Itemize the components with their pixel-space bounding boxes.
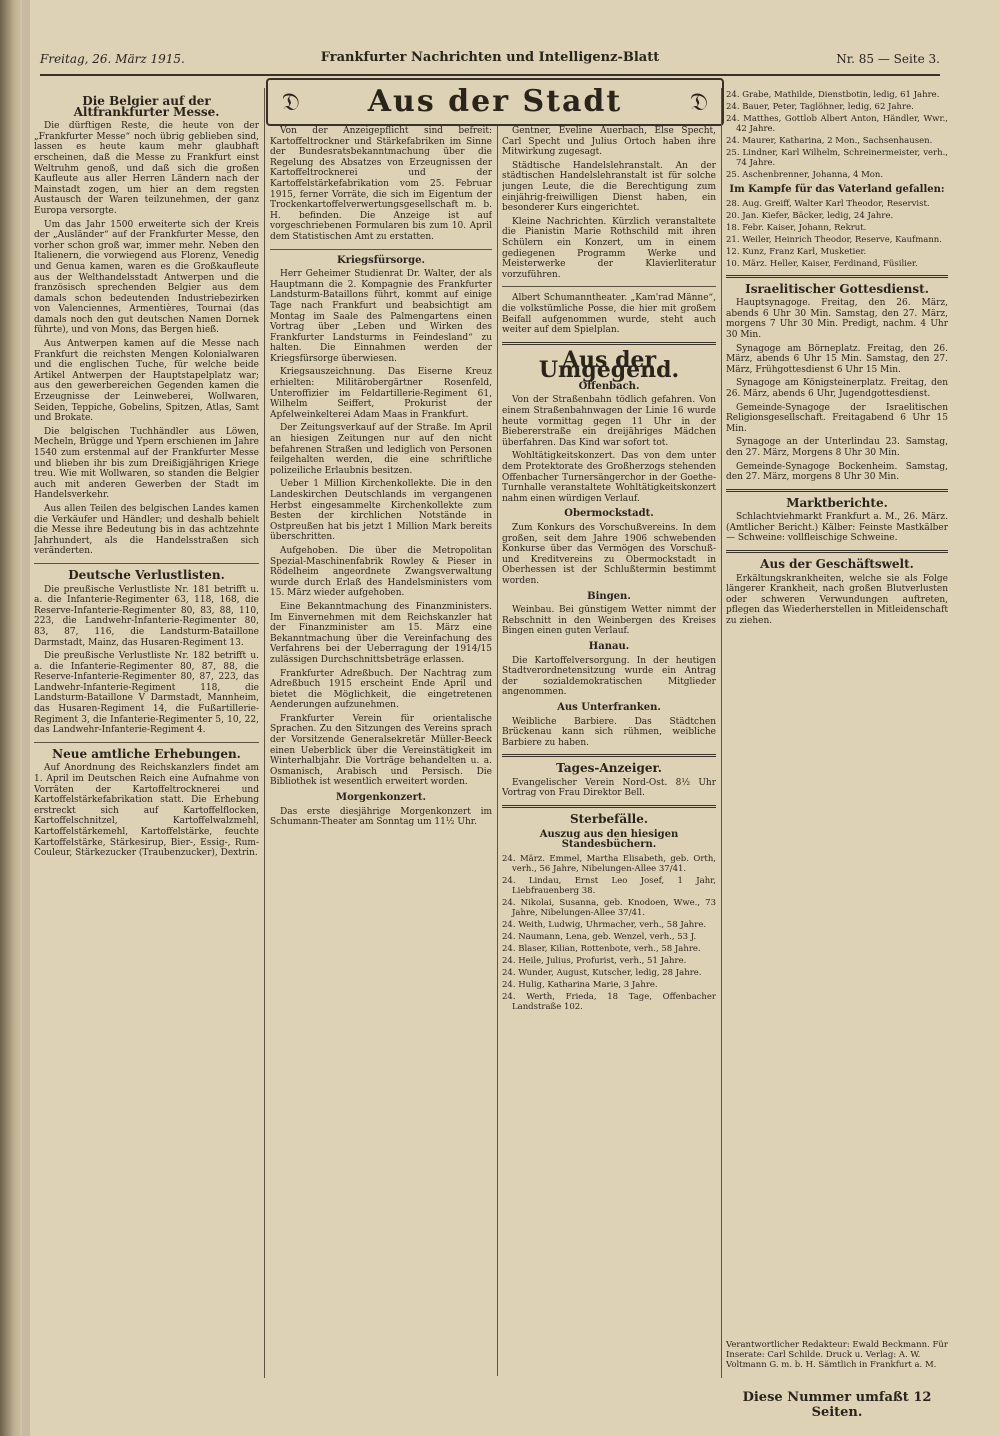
sub-heading: Auszug aus den hiesigen Standesbüchern. — [539, 828, 679, 851]
section-headline: Tages-Anzeiger. — [556, 761, 662, 776]
header-date: Freitag, 26. März 1915. — [40, 52, 185, 66]
column-rule — [721, 88, 722, 1378]
article-headline: Morgenkonzert. — [336, 792, 426, 804]
list-item: 24. Blaser, Kilian, Rottenbote, verh., 58 Jahre. — [502, 943, 701, 954]
divider — [502, 754, 716, 757]
divider — [34, 563, 259, 564]
list-item: 24. Hulig, Katharina Marie, 3 Jahre. — [502, 979, 658, 990]
article-paragraph: Kleine Nachrichten. Kürzlich veranstaltete die Pianistin Marie Rothschild mit ihren Schülern ein Konzert, um in einem gediegenen Programm Werke und Meisterwerke der Klavierliteratur vorzuführen. — [502, 216, 716, 280]
divider — [726, 550, 948, 553]
article-paragraph: Eine Bekanntmachung des Finanzministers. Im Einvernehmen mit dem Reichskanzler hat der Finanzminister am 15. März eine Bekanntmachung über die Vereinfachung des Verfahrens bei der Ueberragung der 1914/15 zulässigen Durchschnittsbeträge erlassen. — [270, 601, 492, 665]
article-paragraph: Synagoge am Börneplatz. Freitag, den 26. März, abends 6 Uhr 15 Min. Samstag, den 27. März, Frühgottesdienst 6 Uhr 15 Min. — [726, 343, 948, 375]
column-1 — [34, 90, 259, 1430]
divider — [270, 249, 492, 250]
list-item: 24. Weith, Ludwig, Uhrmacher, verh., 58 Jahre. — [502, 919, 707, 930]
list-item: 24. Matthes, Gottlob Albert Anton, Händler, Wwr., 42 Jahre. — [726, 114, 948, 134]
death-list — [502, 854, 716, 1012]
article-paragraph: Albert Schumanntheater. „Kam'rad Männe“, die volkstümliche Posse, die hier mit großem Beifall aufgenommen wurde, steht auch weiter auf dem Spielplan. — [502, 293, 716, 336]
section-banner — [266, 78, 724, 126]
article-paragraph: Frankfurter Adreßbuch. Der Nachtrag zum Adreßbuch 1915 erscheint Ende April und bietet die Möglichkeit, die eingetretenen Aenderungen aufzunehmen. — [270, 668, 492, 711]
article-paragraph: Herr Geheimer Studienrat Dr. Walter, der als Hauptmann die 2. Kompagnie des Frankfurter Landsturm-Bataillons führt, kommt auf einige Tage nach Frankfurt und beabsichtigt am Montag im Saale des Palmengartens einen Vortrag über „Leben und Wirken des Frankfurter Landsturms in Feindesland“ zu halten. Die Einnahmen werden der Kriegsfürsorge überwiesen. — [270, 269, 492, 364]
column-rule — [497, 126, 498, 1376]
page-header — [40, 42, 940, 76]
section-title: Aus der Stadt — [367, 84, 623, 119]
divider — [726, 275, 948, 278]
article-headline: Die Belgier auf der Altfrankfurter Messe. — [73, 94, 220, 119]
banner-ornament-right: 𝔇 — [690, 88, 708, 116]
list-item: 24. Grabe, Mathilde, Dienstbotin, ledig, 61 Jahre. — [726, 90, 940, 100]
article-paragraph: Weibliche Barbiere. Das Städtchen Brückenau kann sich rühmen, weibliche Barbiere zu haben. — [502, 716, 716, 748]
list-item: 25. Aschenbrenner, Johanna, 4 Mon. — [726, 170, 884, 180]
list-item: 12. Kunz, Franz Karl, Musketier. — [726, 246, 867, 257]
list-item: 18. Febr. Kaiser, Johann, Rekrut. — [726, 222, 867, 233]
divider — [726, 489, 948, 492]
article-paragraph: Auf Anordnung des Reichskanzlers findet am 1. April im Deutschen Reich eine Aufnahme von Vorräten der Kartoffeltrocknerei und Kartoffelstärkefabrikation statt. Die Erhebung erstreckt sich auf Kartoffelflocken, Kartoffelschnitzel, Kartoffelwalzmehl, Kartoffelstärkemehl, Kartoffelstärke, feuchte Kartoffelstärke, Stärkesirup, Bier-, Essig-, Rum-Couleur, Stärkezucker (Traubenzucker), Dextrin. — [34, 763, 259, 859]
article-paragraph: Erkältungskrankheiten, welche sie als Folge längerer Krankheit, nach großen Blutverlusten oder schweren Verwundungen auftreten, pflegen das Wiederherstellen in Mitleidenschaft zu ziehen. — [726, 573, 948, 627]
list-item: 24. Naumann, Lena, geb. Wenzel, verh., 53 J. — [502, 931, 697, 942]
list-item: 24. März. Emmel, Martha Elisabeth, geb. Orth, verh., 56 Jahre, Nibelungen-Allee 37/41. — [502, 853, 716, 874]
article-paragraph: Zum Konkurs des Vorschußvereins. In dem großen, seit dem Jahre 1906 schwebenden Konkurse über das Vermögen des Vorschuß- und Kreditvereins zu Obermockstadt in Oberhessen ist der Schlußtermin bestimmt worden. — [502, 523, 716, 586]
article-paragraph: Gemeinde-Synagoge der Israelitischen Religionsgesellschaft. Freitagabend 6 Uhr 15 Min. — [726, 402, 948, 434]
article-paragraph: Aus Antwerpen kamen auf die Messe nach Frankfurt die reichsten Mengen Kolonialwaren und die englischen Tuche, für welche beide Artikel Antwerpen der Hauptstapelplatz war; aus den gewerbereichen Gegenden kamen die Erzeugnisse der Leinweberei, Wollwaren, Seiden, Teppiche, Gobelins, Spitzen, Atlas, Samt und Brokate. — [34, 339, 259, 424]
list-item: 20. Jan. Kiefer, Bäcker, ledig, 24 Jahre. — [726, 210, 894, 221]
article-paragraph: Schlachtviehmarkt Frankfurt a. M., 26. März. (Amtlicher Bericht.) Kälber: Feinste Mastkälber — Schweine: vollfleischige Schweine. — [726, 512, 948, 544]
article-paragraph: Kriegsauszeichnung. Das Eiserne Kreuz erhielten: Militärobergärtner Rosenfeld, Unteroffizier im Feldartillerie-Regiment 61, Wilhelm Seiffert, Prokurist der Apfelweinkelterei Adam Maas in Frankfurt. — [270, 367, 492, 420]
list-item: 24. Wunder, August, Kutscher, ledig, 28 Jahre. — [502, 967, 702, 978]
article-paragraph: Aus allen Teilen des belgischen Landes kamen die Verkäufer und Händler; und deshalb behielt die Messe ihre Bedeutung bis in das achtzehnte Jahrhundert, als die Handelsstraßen sich veränderten. — [34, 503, 259, 557]
article-paragraph: Synagoge an der Unterlindau 23. Samstag, den 27. März, Morgens 8 Uhr 30 Min. — [726, 437, 948, 458]
divider — [502, 805, 716, 808]
death-list — [726, 90, 948, 180]
article-paragraph: Von der Straßenbahn tödlich gefahren. Von einem Straßenbahnwagen der Linie 16 wurde heute vormittag gegen 11 Uhr in der Biebererstraße ein dreijähriges Mädchen überfahren. Das Kind war sofort tot. — [502, 395, 716, 448]
article-paragraph: Frankfurter Verein für orientalische Sprachen. Zu den Sitzungen des Vereins sprach der Vorsitzende Generalsekretär Müller-Beeck einen Ueberblick über die Vereinstätigkeit im Winterhalbjahr. Die Vorträge behandelten u. a. Osmanisch, Arabisch und Persisch. Die Bibliothek ist wesentlich erweitert worden. — [270, 713, 492, 788]
page-gutter — [22, 0, 30, 1436]
article-paragraph: Das erste diesjährige Morgenkonzert im Schumann-Theater am Sonntag um 11½ Uhr. — [270, 806, 492, 828]
article-paragraph: Wohltätigkeitskonzert. Das von dem unter dem Protektorate des Großherzogs stehenden Offenbacher Turnersängerchor in der Goethe-Turnhalle veranstaltete Wohltätigkeitskonzert nahm einen würdigen Verlauf. — [502, 451, 716, 504]
article-paragraph: Die preußische Verlustliste Nr. 182 betrifft u. a. die Infanterie-Regimenter 80, 87, 88, die Reserve-Infanterie-Regimenter 80, 87, 223, das Landwehr-Infanterie-Regiment 118, die Landsturm-Bataillone V Darmstadt, Mannheim, das Husaren-Regiment 14, die Fußartillerie-Regiment 3, die Infanterie-Regimenter 5, 10, 22, das Landwehr-Infanterie-Regiment 4. — [34, 651, 259, 736]
article-paragraph: Evangelischer Verein Nord-Ost. 8½ Uhr Vortrag von Frau Direktor Bell. — [502, 777, 716, 799]
column-3 — [502, 126, 716, 1376]
article-headline: Deutsche Verlustlisten. — [68, 567, 225, 582]
list-item: 24. Nikolai, Susanna, geb. Knodoen, Wwe., 73 Jahre, Nibelungen-Allee 37/41. — [502, 897, 716, 918]
section-headline: Aus der Geschäftswelt. — [760, 557, 914, 572]
section-headline: Sterbefälle. — [569, 812, 649, 827]
article-paragraph: Von der Anzeigepflicht sind befreit: Kartoffeltrockner und Stärkefabriken im Sinne der Bundesratsbekanntmachung über die Regelung des Absatzes von Erzeugnissen der Kartoffeltrocknerei und der Kartoffelstärkefabrikation vom 25. Februar 1915, ferner Vorräte, die sich im Eigentum der Trockenkartoffelverwertungsgesellschaft m. b. H. befinden. Die Anzeige ist auf vorgeschriebenen Formularen bis zum 10. April dem Statistischen Amt zu erstatten. — [270, 126, 492, 242]
list-item: 10. März. Heller, Kaiser, Ferdinand, Füsilier. — [726, 258, 918, 269]
section-headline: Israelitischer Gottesdienst. — [745, 281, 929, 296]
list-item: 24. Lindau, Ernst Leo Josef, 1 Jahr, Liebfrauenberg 38. — [502, 875, 716, 896]
imprint: Verantwortlicher Redakteur: Ewald Beckmann. Für Inserate: Carl Schilde. Druck u. Verlag: A. W. Voltmann G. m. b. H. Sämtlich in Frankfurt a. M. — [726, 1340, 948, 1370]
section-headline: Aus der Umgegend. — [538, 346, 680, 384]
section-headline: Marktberichte. — [786, 495, 888, 510]
place-heading: Bingen. — [587, 590, 631, 602]
list-item: 28. Aug. Greiff, Walter Karl Theodor, Reservist. — [726, 198, 930, 209]
header-masthead: Frankfurter Nachrichten und Intelligenz-Blatt — [320, 50, 660, 65]
header-issue: Nr. 85 — Seite 3. — [836, 52, 940, 66]
article-paragraph: Ueber 1 Million Kirchenkollekte. Die in den Landeskirchen Deutschlands im vergangenen Herbst eingesammelte Kirchenkollekte zum Besten der kirchlichen Notstände in Ostpreußen hat bis jetzt 1 Million Mark bereits überschritten. — [270, 479, 492, 543]
list-item: 24. Maurer, Katharina, 2 Mon., Sachsenhausen. — [726, 136, 933, 146]
article-paragraph: Hauptsynagoge. Freitag, den 26. März, abends 6 Uhr 30 Min. Samstag, den 27. März, morgens 7 Uhr 30 Min. Predigt, nachm. 4 Uhr 30 Min. — [726, 298, 948, 340]
article-paragraph: Die belgischen Tuchhändler aus Löwen, Mecheln, Brügge und Ypern erschienen im Jahre 1540 zum erstenmal auf der Frankfurter Messe und blieben ihr bis zum Dreißigjährigen Kriege treu. Wie mit Wollwaren, so standen die Belgier auch mit anderen Gewerben der Stadt im Handelsverkehr. — [34, 426, 259, 501]
article-paragraph: Gentner, Eveline Auerbach, Else Specht, Carl Specht und Julius Ortoch haben ihre Mitwirkung zugesagt. — [502, 126, 716, 158]
divider — [502, 286, 716, 287]
article-paragraph: Die Kartoffelversorgung. In der heutigen Stadtverordnetensitzung wurde ein Antrag der sozialdemokratischen Mitglieder angenommen. — [502, 655, 716, 698]
column-2 — [270, 126, 492, 1376]
divider — [34, 742, 259, 743]
list-item: 25. Lindner, Karl Wilhelm, Schreinermeister, verh., 74 Jahre. — [726, 148, 948, 168]
article-paragraph: Der Zeitungsverkauf auf der Straße. Im April an hiesigen Zeitungen nur auf den nicht befahrenen Straßen und lediglich von Personen feilgehalten werden, die eine schriftliche polizeiliche Erlaubnis besitzen. — [270, 423, 492, 476]
article-headline: Neue amtliche Erhebungen. — [52, 746, 241, 761]
fallen-list — [726, 199, 948, 269]
divider — [502, 342, 716, 345]
article-paragraph: Weinbau. Bei günstigem Wetter nimmt der Rebschnitt in den Weinbergen des Kreises Bingen einen guten Verlauf. — [502, 605, 716, 637]
place-heading: Obermockstadt. — [564, 508, 654, 520]
list-item: 24. Heile, Julius, Profurist, verh., 51 Jahre. — [502, 955, 687, 966]
place-heading: Offenbach. — [578, 380, 640, 392]
list-item: 24. Bauer, Peter, Taglöhner, ledig, 62 Jahre. — [726, 102, 914, 112]
page-count-notice: Diese Nummer umfaßt 12 Seiten. — [742, 1390, 932, 1420]
list-item: 21. Weiler, Heinrich Theodor, Reserve, Kaufmann. — [726, 234, 942, 245]
place-heading: Aus Unterfranken. — [557, 701, 661, 713]
column-rule — [264, 88, 265, 1378]
article-paragraph: Um das Jahr 1500 erweiterte sich der Kreis der „Ausländer“ auf der Frankfurter Messe, den vorher schon groß war, immer mehr. Neben den Italienern, die vorwiegend aus Florenz, Venedig und Genua kamen, waren es die Großkaufleute aus der Welthandelsstadt Antwerpen und die französisch sprechenden Belgier aus dem damals schon bedeutenden Industriebezirken von Valenciennes, Armentières, Tournai (das damals noch den gut deutschen Namen Dornek führte), und von Mons, das Bergen hieß. — [34, 219, 259, 336]
place-heading: Hanau. — [588, 640, 630, 652]
list-item: 24. Werth, Frieda, 18 Tage, Offenbacher Landstraße 102. — [502, 991, 716, 1012]
banner-ornament-left: 𝔇 — [282, 88, 300, 116]
page-edge — [0, 0, 22, 1436]
article-paragraph: Synagoge am Königsteinerplatz. Freitag, den 26. März, abends 6 Uhr, Jugendgottesdienst. — [726, 378, 948, 399]
sub-heading: Im Kampfe für das Vaterland gefallen: — [729, 184, 945, 195]
article-paragraph: Gemeinde-Synagoge Bockenheim. Samstag, den 27. März, morgens 8 Uhr 30 Min. — [726, 461, 948, 483]
article-paragraph: Städtische Handelslehranstalt. An der städtischen Handelslehranstalt ist für solche jungen Leute, die die Berechtigung zum einjährig-freiwilligen Dienst haben, ein besonderer Kurs eingerichtet. — [502, 160, 716, 214]
article-paragraph: Aufgehoben. Die über die Metropolitan Spezial-Maschinenfabrik Rowley & Pieser in Rödelheim angeordnete Zwangsverwaltung wurde durch Erlaß des Handelsministers vom 15. März wieder aufgehoben. — [270, 545, 492, 599]
article-paragraph: Die preußische Verlustliste Nr. 181 betrifft u. a. die Infanterie-Regimenter 63, 118, 168, die Reserve-Infanterie-Regimenter 80, 83, 88, 110, 223, die Landwehr-Infanterie-Regimenter 80, 83, 87, 116, die Landsturm-Bataillone Darmstadt, Mainz, das Husaren-Regiment 13. — [34, 584, 259, 648]
article-paragraph: Die dürftigen Reste, die heute von der „Frankfurter Messe“ noch übrig geblieben sind, lassen es heute kaum mehr glaubhaft erscheinen, daß die Messe zu Frankfurt einst Weltruhm genoß, und daß sich die großen Kaufleute aus aller Herren Ländern nach der Mainstadt zogen, um hier an dem regsten Austausch der Waren teilzunehmen, der ganz Europa versorgte. — [34, 121, 259, 216]
column-4 — [726, 90, 948, 1390]
article-headline: Kriegsfürsorge. — [337, 254, 425, 266]
